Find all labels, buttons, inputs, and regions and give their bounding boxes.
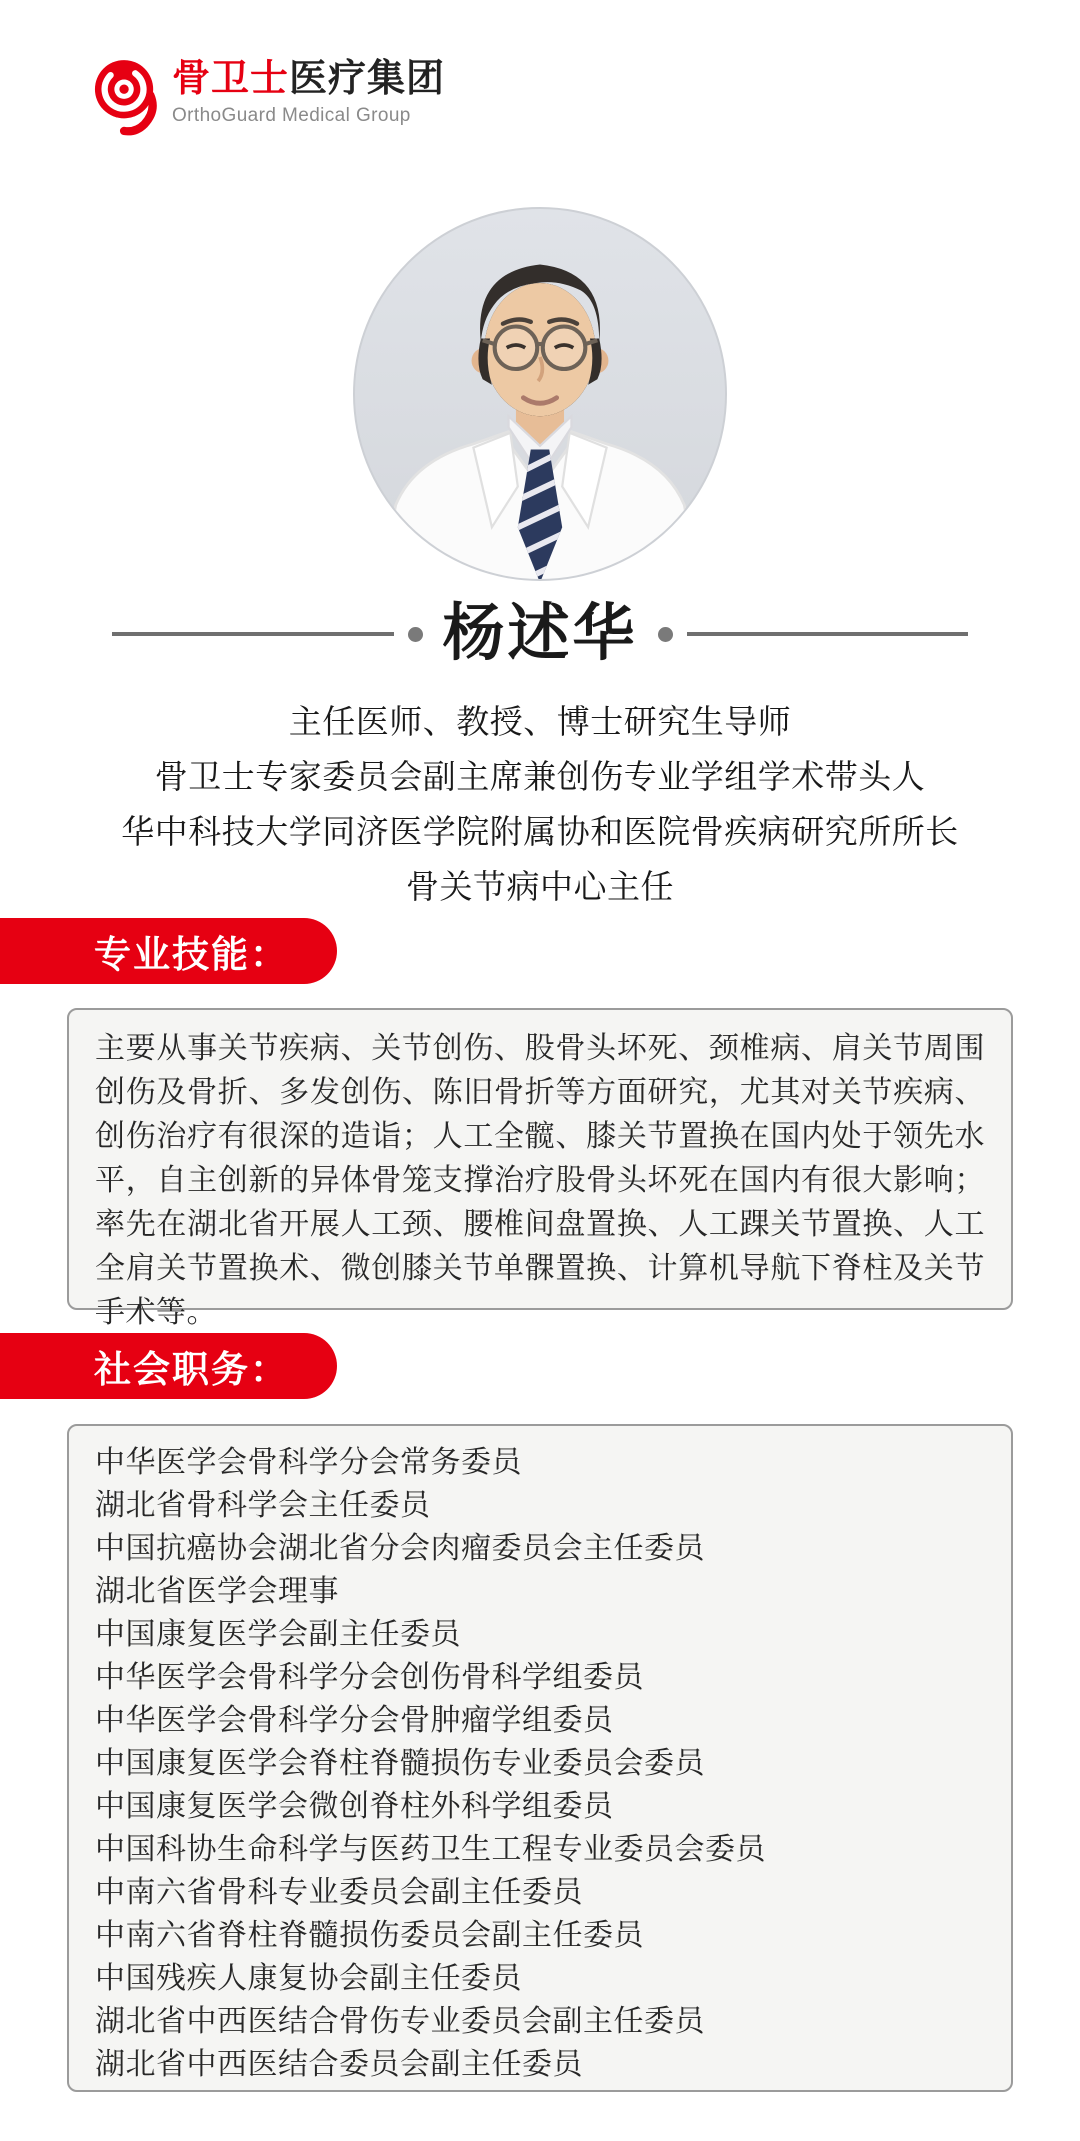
position-item: 中南六省脊柱脊髓损伤委员会副主任委员 [95, 1919, 644, 1952]
divider-line-left [112, 632, 394, 636]
divider-dot-left [408, 627, 423, 642]
section-heading-positions: 社会职务： [0, 1333, 337, 1399]
position-item: 中国抗癌协会湖北省分会肉瘤委员会主任委员 [95, 1532, 705, 1565]
position-item: 中国康复医学会脊柱脊髓损伤专业委员会委员 [95, 1747, 705, 1780]
credentials [0, 694, 1080, 914]
credential-line: 骨关节病中心主任 [406, 868, 674, 905]
divider-line-right [687, 632, 969, 636]
positions-box [67, 1424, 1013, 2092]
position-item: 中国康复医学会微创脊柱外科学组委员 [95, 1790, 614, 1823]
credential-line: 主任医师、教授、博士研究生导师 [288, 703, 792, 740]
position-item: 湖北省中西医结合骨伤专业委员会副主任委员 [95, 2005, 705, 2038]
position-item: 中华医学会骨科学分会骨肿瘤学组委员 [95, 1704, 614, 1737]
position-item: 中国科协生命科学与医药卫生工程专业委员会委员 [95, 1833, 766, 1866]
position-item: 湖北省医学会理事 [95, 1575, 339, 1608]
name-banner [0, 598, 1080, 670]
position-item: 中南六省骨科专业委员会副主任委员 [95, 1876, 583, 1909]
skills-paragraph: 主要从事关节疾病、关节创伤、股骨头坏死、颈椎病、肩关节周围创伤及骨折、多发创伤、陈旧骨折等方面研究，尤其对关节疾病、创伤治疗有很深的造诣；人工全髋、膝关节置换在国内处于领先水平，自主创新的异体骨笼支撑治疗股骨头坏死在国内有很大影响；率先在湖北省开展人工颈、腰椎间盘置换、人工踝关节置换、人工全肩关节置换术、微创膝关节单髁置换、计算机导航下脊柱及关节手术等。 [95, 1032, 985, 1329]
position-item: 中国残疾人康复协会副主任委员 [95, 1962, 522, 1995]
section-heading-skills: 专业技能： [0, 918, 337, 984]
brand-logo [93, 56, 445, 136]
brand-name-primary: 骨卫士 [172, 58, 290, 100]
position-item: 中国康复医学会副主任委员 [95, 1618, 461, 1651]
doctor-photo [353, 207, 727, 581]
credential-line: 骨卫士专家委员会副主席兼创伤专业学组学术带头人 [154, 758, 926, 795]
divider-dot-right [658, 627, 673, 642]
position-item: 中华医学会骨科学分会创伤骨科学组委员 [95, 1661, 644, 1694]
credential-line: 华中科技大学同济医学院附属协和医院骨疾病研究所所长 [121, 813, 959, 850]
brand-subtitle-en: OrthoGuard Medical Group [172, 105, 411, 126]
position-item: 湖北省中西医结合委员会副主任委员 [95, 2048, 583, 2081]
skills-box [67, 1008, 1013, 1329]
brand-name-zh [172, 56, 445, 102]
brand-text [172, 56, 445, 127]
position-item: 湖北省骨科学会主任委员 [95, 1489, 431, 1522]
position-item: 中华医学会骨科学分会常务委员 [95, 1446, 522, 1479]
brand-name-secondary: 医疗集团 [289, 58, 446, 100]
orthoguard-spiral-icon [93, 56, 159, 136]
doctor-name: 杨述华 [442, 599, 638, 668]
doctor-illustration [355, 209, 725, 579]
